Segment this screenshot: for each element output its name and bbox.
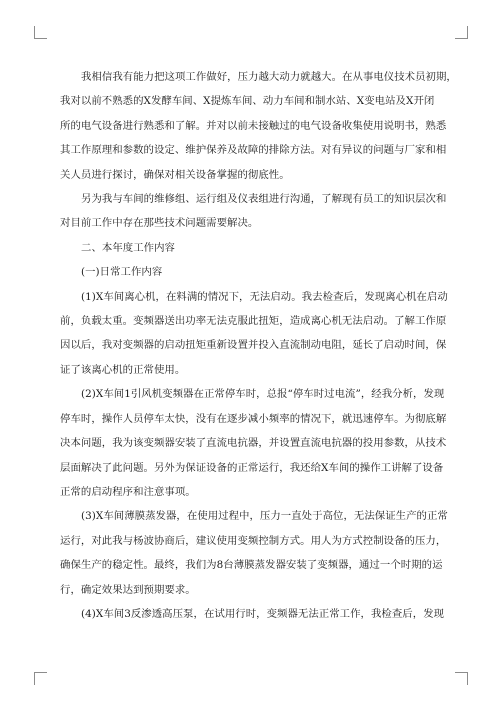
text-line: 对目前工作中存在那些技术问题需要解决。 xyxy=(60,217,259,230)
document-body xyxy=(60,65,457,626)
text-line: 决本问题，我为该变频器安装了直流电抗器，并设置直流电抗器的投用参数，从技术 xyxy=(60,437,447,450)
text-line: 停车时，操作人员停车太快，没有在逐步减小频率的情况下，就迅速停车。为彻底解 xyxy=(60,412,447,425)
text-line: (一)日常工作内容 xyxy=(81,266,163,279)
text-line: 其工作原理和参数的设定、维护保养及故障的排除方法。对有异议的问题与厂家和相 xyxy=(60,144,447,157)
crop-mark-bottom-left xyxy=(34,672,47,685)
text-line: 因以后，我对变频器的启动扭矩重新设置并投入直流制动电阻，延长了启动时间，保 xyxy=(60,339,447,352)
crop-mark-top-right xyxy=(455,26,468,39)
text-line: (2)X车间1引风机变频器在正常停车时，总报“停车时过电流”，经我分析，发现 xyxy=(81,388,445,401)
text-line: 所的电气设备进行熟悉和了解。并对以前未接触过的电气设备收集使用说明书，熟悉 xyxy=(60,119,447,132)
text-line: 我相信我有能力把这项工作做好，压力越大动力就越大。在从事电仪技术员初期， xyxy=(81,71,457,83)
paragraph xyxy=(60,260,445,284)
text-line: (1)X车间离心机，在料满的情况下，无法启动。我去检查后，发现离心机在启动 xyxy=(81,290,448,303)
text-line: 运行，对此我与杨波协商后，建议使用变频控制方式。用人为方式控制设备的压力， xyxy=(60,534,447,547)
text-line: 层面解决了此问题。另外为保证设备的正常运行，我还给X车间的操作工讲解了设备 xyxy=(60,461,444,474)
crop-mark-bottom-right xyxy=(455,672,468,685)
text-line: 我对以前不熟悉的X发酵车间、X提炼车间、动力车间和制水站、X变电站及X开闭 xyxy=(60,95,435,108)
text-line: (4)X车间3反渗透高压泵，在试用行时，变频器无法正常工作，我检查后，发现 xyxy=(81,607,445,620)
text-line: 二、本年度工作内容 xyxy=(81,241,175,254)
paragraph xyxy=(60,236,445,260)
paragraph xyxy=(60,504,448,602)
text-line: 确保生产的稳定性。最终，我们为8台薄膜蒸发器安装了变频器，通过一个时期的运 xyxy=(60,559,443,572)
text-line: 关人员进行探讨，确保对相关设备掌握的彻底性。 xyxy=(60,168,290,181)
crop-mark-top-left xyxy=(34,26,47,39)
text-line: 正常的启动程序和注意事项。 xyxy=(60,485,196,498)
paragraph xyxy=(60,285,448,383)
text-line: 证了该离心机的正常使用。 xyxy=(60,363,186,376)
paragraph xyxy=(60,602,445,626)
text-line: 另为我与车间的维修组、运行组及仪表组进行沟通，了解现有员工的知识层次和 xyxy=(81,193,447,206)
text-line: (3)X车间薄膜蒸发器，在使用过程中，压力一直处于高位，无法保证生产的正常 xyxy=(81,510,448,523)
text-line: 前，负载太重。变频器送出功率无法克服此扭矩，造成离心机无法启动。了解工作原 xyxy=(60,315,447,328)
text-line: 行，确定效果达到预期要求。 xyxy=(60,583,196,596)
paragraph xyxy=(60,187,445,236)
paragraph xyxy=(60,65,457,187)
paragraph xyxy=(60,382,445,504)
